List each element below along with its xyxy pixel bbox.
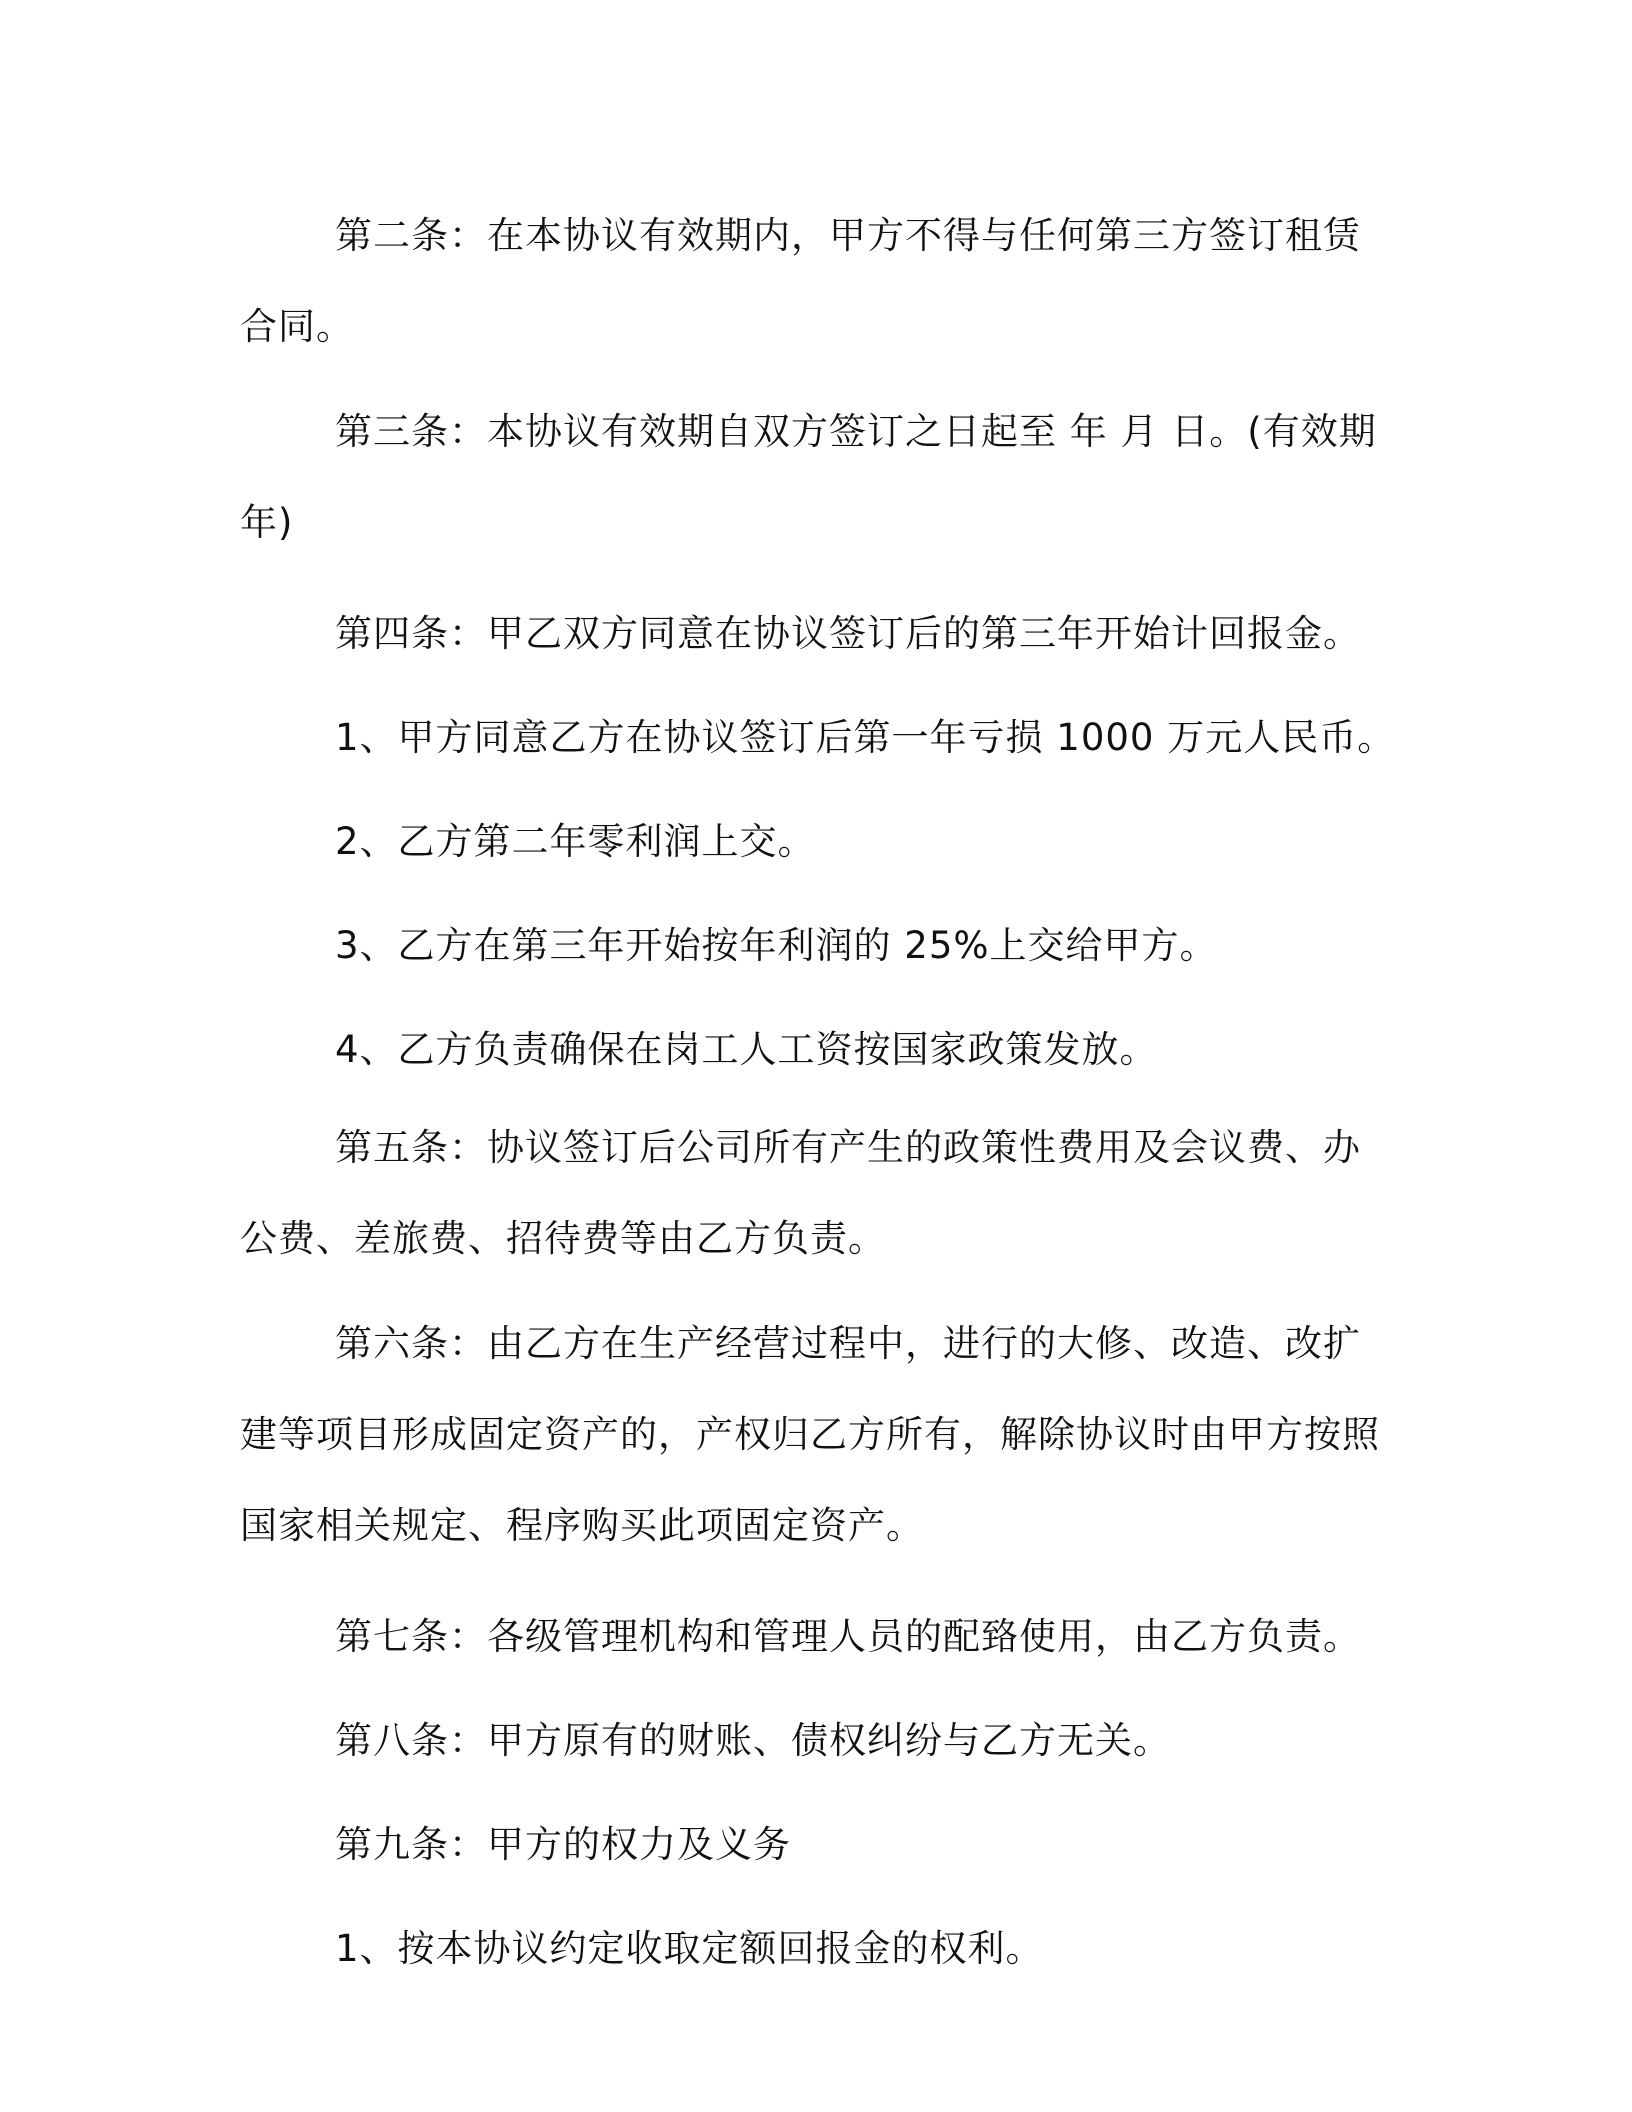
article-9-paragraph: 第九条：甲方的权力及义务 [335,1823,791,1866]
article-2-paragraph: 第二条：在本协议有效期内，甲方不得与任何第三方签订租赁合同。 [240,214,1361,348]
article-4-item-3: 3、乙方在第三年开始按年利润的 25%上交给甲方。 [335,924,1218,967]
article-5-paragraph: 第五条：协议签订后公司所有产生的政策性费用及会议费、办公费、差旅费、招待费等由乙方负责。 [240,1126,1361,1260]
article-7-paragraph: 第七条：各级管理机构和管理人员的配臵使用，由乙方负责。 [335,1615,1361,1658]
article-4-item-1: 1、甲方同意乙方在协议签订后第一年亏损 1000 万元人民币。 [335,716,1396,759]
article-4-paragraph: 第四条：甲乙双方同意在协议签订后的第三年开始计回报金。 [335,612,1361,655]
document-body [240,190,1396,2001]
article-4-item-2: 2、乙方第二年零利润上交。 [335,820,816,863]
article-3-paragraph: 第三条：本协议有效期自双方签订之日起至 年 月 日。(有效期 年) [240,410,1377,544]
article-4-item-4: 4、乙方负责确保在岗工人工资按国家政策发放。 [335,1028,1158,1071]
article-8-paragraph: 第八条：甲方原有的财账、债权纠纷与乙方无关。 [335,1719,1171,1762]
article-9-item-1: 1、按本协议约定收取定额回报金的权利。 [335,1927,1044,1970]
article-6-paragraph: 第六条：由乙方在生产经营过程中，进行的大修、改造、改扩建等项目形成固定资产的，产权归乙方所有，解除协议时由甲方按照国家相关规定、程序购买此项固定资产。 [240,1322,1380,1547]
